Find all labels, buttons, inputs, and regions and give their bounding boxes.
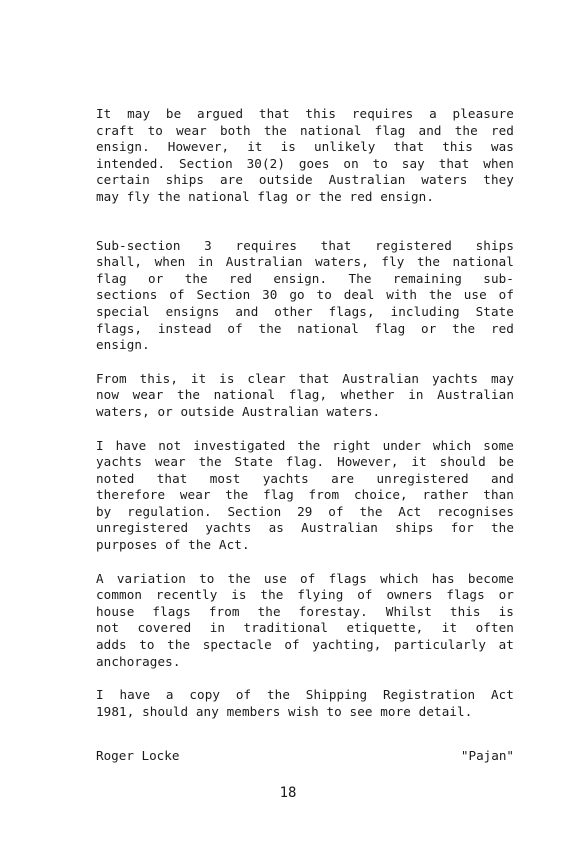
- paragraph-line: ensign. However, it is unlikely that this was: [96, 139, 514, 155]
- paragraph-line: special ensigns and other flags, including State: [96, 303, 514, 319]
- paragraph-line: purposes of the Act.: [96, 537, 250, 553]
- paragraph-line: 1981, should any members wish to see more detail.: [96, 703, 473, 719]
- paragraph-4: [96, 438, 514, 554]
- page-number: 18: [279, 785, 297, 801]
- paragraph-line: It may be argued that this requires a pleasure: [96, 106, 514, 121]
- paragraph-line: may fly the national flag or the red ensign.: [96, 188, 435, 204]
- paragraph-line: certain ships are outside Australian waters they: [96, 172, 514, 188]
- document-body: [96, 106, 514, 720]
- paragraph-2: [96, 238, 514, 354]
- paragraph-line: waters, or outside Australian waters.: [96, 403, 381, 419]
- paragraph-3: [96, 371, 514, 421]
- paragraph-line: ensign.: [96, 337, 150, 353]
- paragraph-line: intended. Section 30(2) goes on to say that when: [96, 155, 514, 171]
- signature-row: [96, 748, 514, 764]
- paragraph-line: craft to wear both the national flag and the red: [96, 122, 514, 138]
- paragraph-line: I have a copy of the Shipping Registration Act: [96, 687, 514, 703]
- paragraph-5: [96, 571, 514, 671]
- paragraph-line: house flags from the forestay. Whilst this is: [96, 603, 514, 619]
- paragraph-line: From this, it is clear that Australian yachts may: [96, 370, 514, 386]
- paragraph-line: I have not investigated the right under which some: [96, 437, 514, 453]
- paragraph-line: sections of Section 30 go to deal with the use of: [96, 287, 514, 303]
- paragraph-line: A variation to the use of flags which has become: [96, 570, 514, 586]
- paragraph-line: now wear the national flag, whether in Australian: [96, 387, 514, 403]
- paragraph-6: [96, 687, 514, 720]
- paragraph-line: shall, when in Australian waters, fly the national: [96, 254, 514, 270]
- paragraph-line: adds to the spectacle of yachting, particularly at: [96, 637, 514, 653]
- paragraph-line: common recently is the flying of owners flags or: [96, 587, 514, 603]
- author-name: Roger Locke: [96, 748, 180, 763]
- paragraph-line: yachts wear the State flag. However, it should be: [96, 454, 514, 470]
- paragraph-line: by regulation. Section 29 of the Act recognises: [96, 503, 514, 519]
- paragraph-line: therefore wear the flag from choice, rather than: [96, 487, 514, 503]
- paragraph-line: Sub-section 3 requires that registered ships: [96, 237, 514, 253]
- paragraph-line: not covered in traditional etiquette, it often: [96, 620, 514, 636]
- paragraph-line: flags, instead of the national flag or the red: [96, 320, 514, 336]
- vessel-name: "Pajan": [460, 748, 514, 763]
- paragraph-line: anchorages.: [96, 653, 181, 669]
- paragraph-line: unregistered yachts as Australian ships for the: [96, 520, 514, 536]
- paragraph-line: noted that most yachts are unregistered and: [96, 470, 514, 486]
- paragraph-line: flag or the red ensign. The remaining sub-: [96, 270, 514, 286]
- paragraph-1: [96, 106, 514, 206]
